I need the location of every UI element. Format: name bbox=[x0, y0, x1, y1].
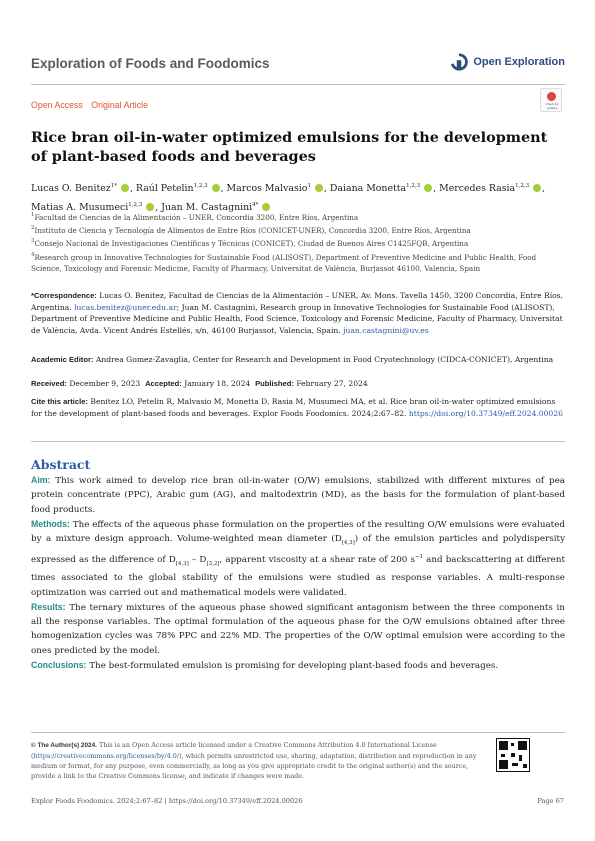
author-name: Lucas O. Benitez bbox=[31, 183, 111, 194]
divider bbox=[31, 732, 565, 733]
citation-block: Cite this article: Benitez LO, Petelin R, Malvasio M, Monetta D, Rasia M, Musumeci MA, et al. Rice bran oil-in-water optimized emulsions for the development of plant-based foods and beverages. Explor Foods Foodomics. 2024;2:67–82. https://doi.org/10.37349/eff.2024.00026 bbox=[31, 397, 563, 418]
correspondence-label: *Correspondence: bbox=[31, 291, 97, 300]
page-number: Page 67 bbox=[537, 797, 564, 805]
check-updates-label: Check for updates bbox=[545, 102, 559, 110]
article-dates: Received: December 9, 2023 Accepted: January 18, 2024 Published: February 27, 2024 bbox=[31, 379, 368, 388]
author-name: Raúl Petelin bbox=[135, 183, 194, 194]
author-name: Marcos Malvasio bbox=[226, 183, 308, 194]
author-name: Mercedes Rasia bbox=[439, 183, 516, 194]
affiliation-item: $^2$Instituto de Ciencia y Tecnología de Alimentos de Entre Ríos (CONICET-UNER), Concordia 3200, Entre Ríos, Argentina bbox=[31, 225, 471, 236]
author-name: Matias A. Musumeci bbox=[31, 202, 129, 213]
journal-title: Exploration of Foods and Foodomics bbox=[31, 56, 270, 71]
check-for-updates-badge[interactable] bbox=[540, 88, 562, 112]
email-link[interactable]: lucas.benitez@uner.edu.ar bbox=[74, 302, 177, 312]
abstract-conclusions: Conclusions: The best-formulated emulsion is promising for developing plant-based foods and beverages. bbox=[31, 660, 499, 672]
author-list: Lucas O. Benitez$^{1*}$ , Raúl Petelin$^{1,2,3}$ , Marcos Malvasio$^1$ , Daiana Monetta$^{1,2,3}$ , Mercedes Rasia$^{1,2,3}$ , Matias A. Musumeci$^{1,2,3}$ , Juan M. Castagnini$^{4*}$ bbox=[31, 183, 546, 213]
abstract-heading: Abstract bbox=[31, 457, 91, 472]
qr-code[interactable] bbox=[496, 738, 530, 772]
license-link[interactable]: https://creativecommons.org/licenses/by/4.0/ bbox=[33, 752, 180, 760]
affiliation-item: $^3$Consejo Nacional de Investigaciones Científicas y Técnicas (CONICET), Ciudad de Buenos Aires C1425FQB, Argentina bbox=[31, 238, 469, 249]
author-name: Daiana Monetta bbox=[329, 183, 407, 194]
affiliation-item: $^4$Research group in Innovative Technologies for Sustainable Food (ALISOST), Department of Preventive Medicine and Public Health, Food Science, Toxicology and Forensic Medicine, Faculty of Pharmacy, Universitat de València, Burjassot 46100, Valencia, Spain bbox=[31, 251, 537, 273]
footer-citation: Explor Foods Foodomics. 2024;2:67–82 | https://doi.org/10.37349/eff.2024.00026 bbox=[31, 797, 303, 805]
abstract-body bbox=[31, 473, 565, 673]
received-date: December 9, 2023 bbox=[69, 379, 141, 388]
divider bbox=[31, 441, 565, 442]
article-tags bbox=[31, 100, 154, 110]
affiliation-item: $^1$Facultad de Ciencias de la Alimentación – UNER, Concordia 3200, Entre Ríos, Argentina bbox=[31, 212, 359, 222]
affiliations bbox=[31, 210, 565, 274]
editor-label: Academic Editor: bbox=[31, 355, 94, 364]
correspondence: *Correspondence: Lucas O. Benitez, Facultad de Ciencias de la Alimentación – UNER, Av. Mons. Tavella 1450, 3200 Concordia, Entre Ríos, Argentina. lucas.benitez@uner.edu.ar; Juan M. Castagnini, Research group in Innovative Technologies for Sustainable Food (ALISOST), Department of Preventive Medicine and Public Health, Food Science, Toxicology and Forensic Medicine, Faculty of Pharmacy, Universitat de València, Avda. Vicent Andrés Estellés, s/n, 46100 Burjassot, Valencia, Spain. juan.castagnini@uv.es bbox=[31, 291, 564, 335]
tag-open-access: Open Access bbox=[31, 100, 83, 110]
publisher-brand[interactable] bbox=[450, 53, 565, 71]
tag-article-type: Original Article bbox=[91, 100, 149, 110]
publisher-name: Open Exploration bbox=[473, 56, 565, 68]
accepted-date: January 18, 2024 bbox=[184, 379, 251, 388]
cite-label: Cite this article: bbox=[31, 397, 88, 406]
orcid-icon[interactable] bbox=[315, 184, 323, 192]
email-link[interactable]: juan.castagnini@uv.es bbox=[343, 325, 429, 335]
orcid-icon[interactable] bbox=[533, 184, 541, 192]
abstract-methods: Methods: The effects of the aqueous phase formulation on the properties of the resulting O/W emulsions were evaluated by a mixture design approach. Volume-weighted mean diameter $(D_{[4,3]})$ of the emulsion particles and polydispersity expressed as the difference of $D_{[4,3]} - D_{[3,2]}$, apparent viscosity at a shear rate of 200 $s^{-1}$ and backscattering at different times associated to the global stability of the emulsions were studied as response variables. A multi-response optimization was carried out and mathematical models were validated. bbox=[31, 518, 566, 598]
published-date: February 27, 2024 bbox=[296, 379, 368, 388]
copyright: © The Author(s) 2024. bbox=[31, 742, 97, 749]
academic-editor: Academic Editor: Andrea Gomez-Zavaglia, Center for Research and Development in Food Cryotechnology (CIDCA-CONICET), Argentina bbox=[31, 355, 554, 364]
orcid-icon[interactable] bbox=[424, 184, 432, 192]
author-name: Juan M. Castagnini bbox=[161, 202, 253, 213]
divider bbox=[31, 84, 565, 85]
license-notice: © The Author(s) 2024. This is an Open Access article licensed under a Creative Commons Attribution 4.0 International License (https://creativecommons.org/licenses/by/4.0/), which permits unrestricted use, sharing, adaptation, distribution and reproduction in any medium or format, for any purpose, even commercially, as long as you give appropriate credit to the original author(s) and the source, provide a link to the Creative Commons license, and indicate if changes were made. bbox=[31, 741, 477, 780]
orcid-icon[interactable] bbox=[121, 184, 129, 192]
article-title: Rice bran oil-in-water optimized emulsions for the development of plant-based foods and beverages bbox=[31, 129, 548, 165]
check-updates-icon bbox=[547, 92, 556, 101]
journal-header bbox=[31, 50, 565, 78]
doi-link[interactable]: https://doi.org/10.37349/eff.2024.00026 bbox=[408, 408, 563, 418]
abstract-results: Results: The ternary mixtures of the aqueous phase showed significant antagonism between the three components in all the response variables. The optimal formulation of the aqueous phase for the O/W emulsions obtained after three homogenization cycles was 78% PPC and 22% MD. The properties of the O/W optimal emulsion were according to the ones predicted by the model. bbox=[31, 601, 565, 656]
abstract-aim: Aim: This work aimed to develop rice bran oil-in-water (O/W) emulsions, stabilized with different mixtures of pea protein concentrate (PPC), Arabic gum (AG), and maltodextrin (MD), as the basis for the formulation of plant-based food products. bbox=[31, 475, 565, 515]
open-exploration-logo-icon bbox=[450, 53, 468, 71]
orcid-icon[interactable] bbox=[212, 184, 220, 192]
